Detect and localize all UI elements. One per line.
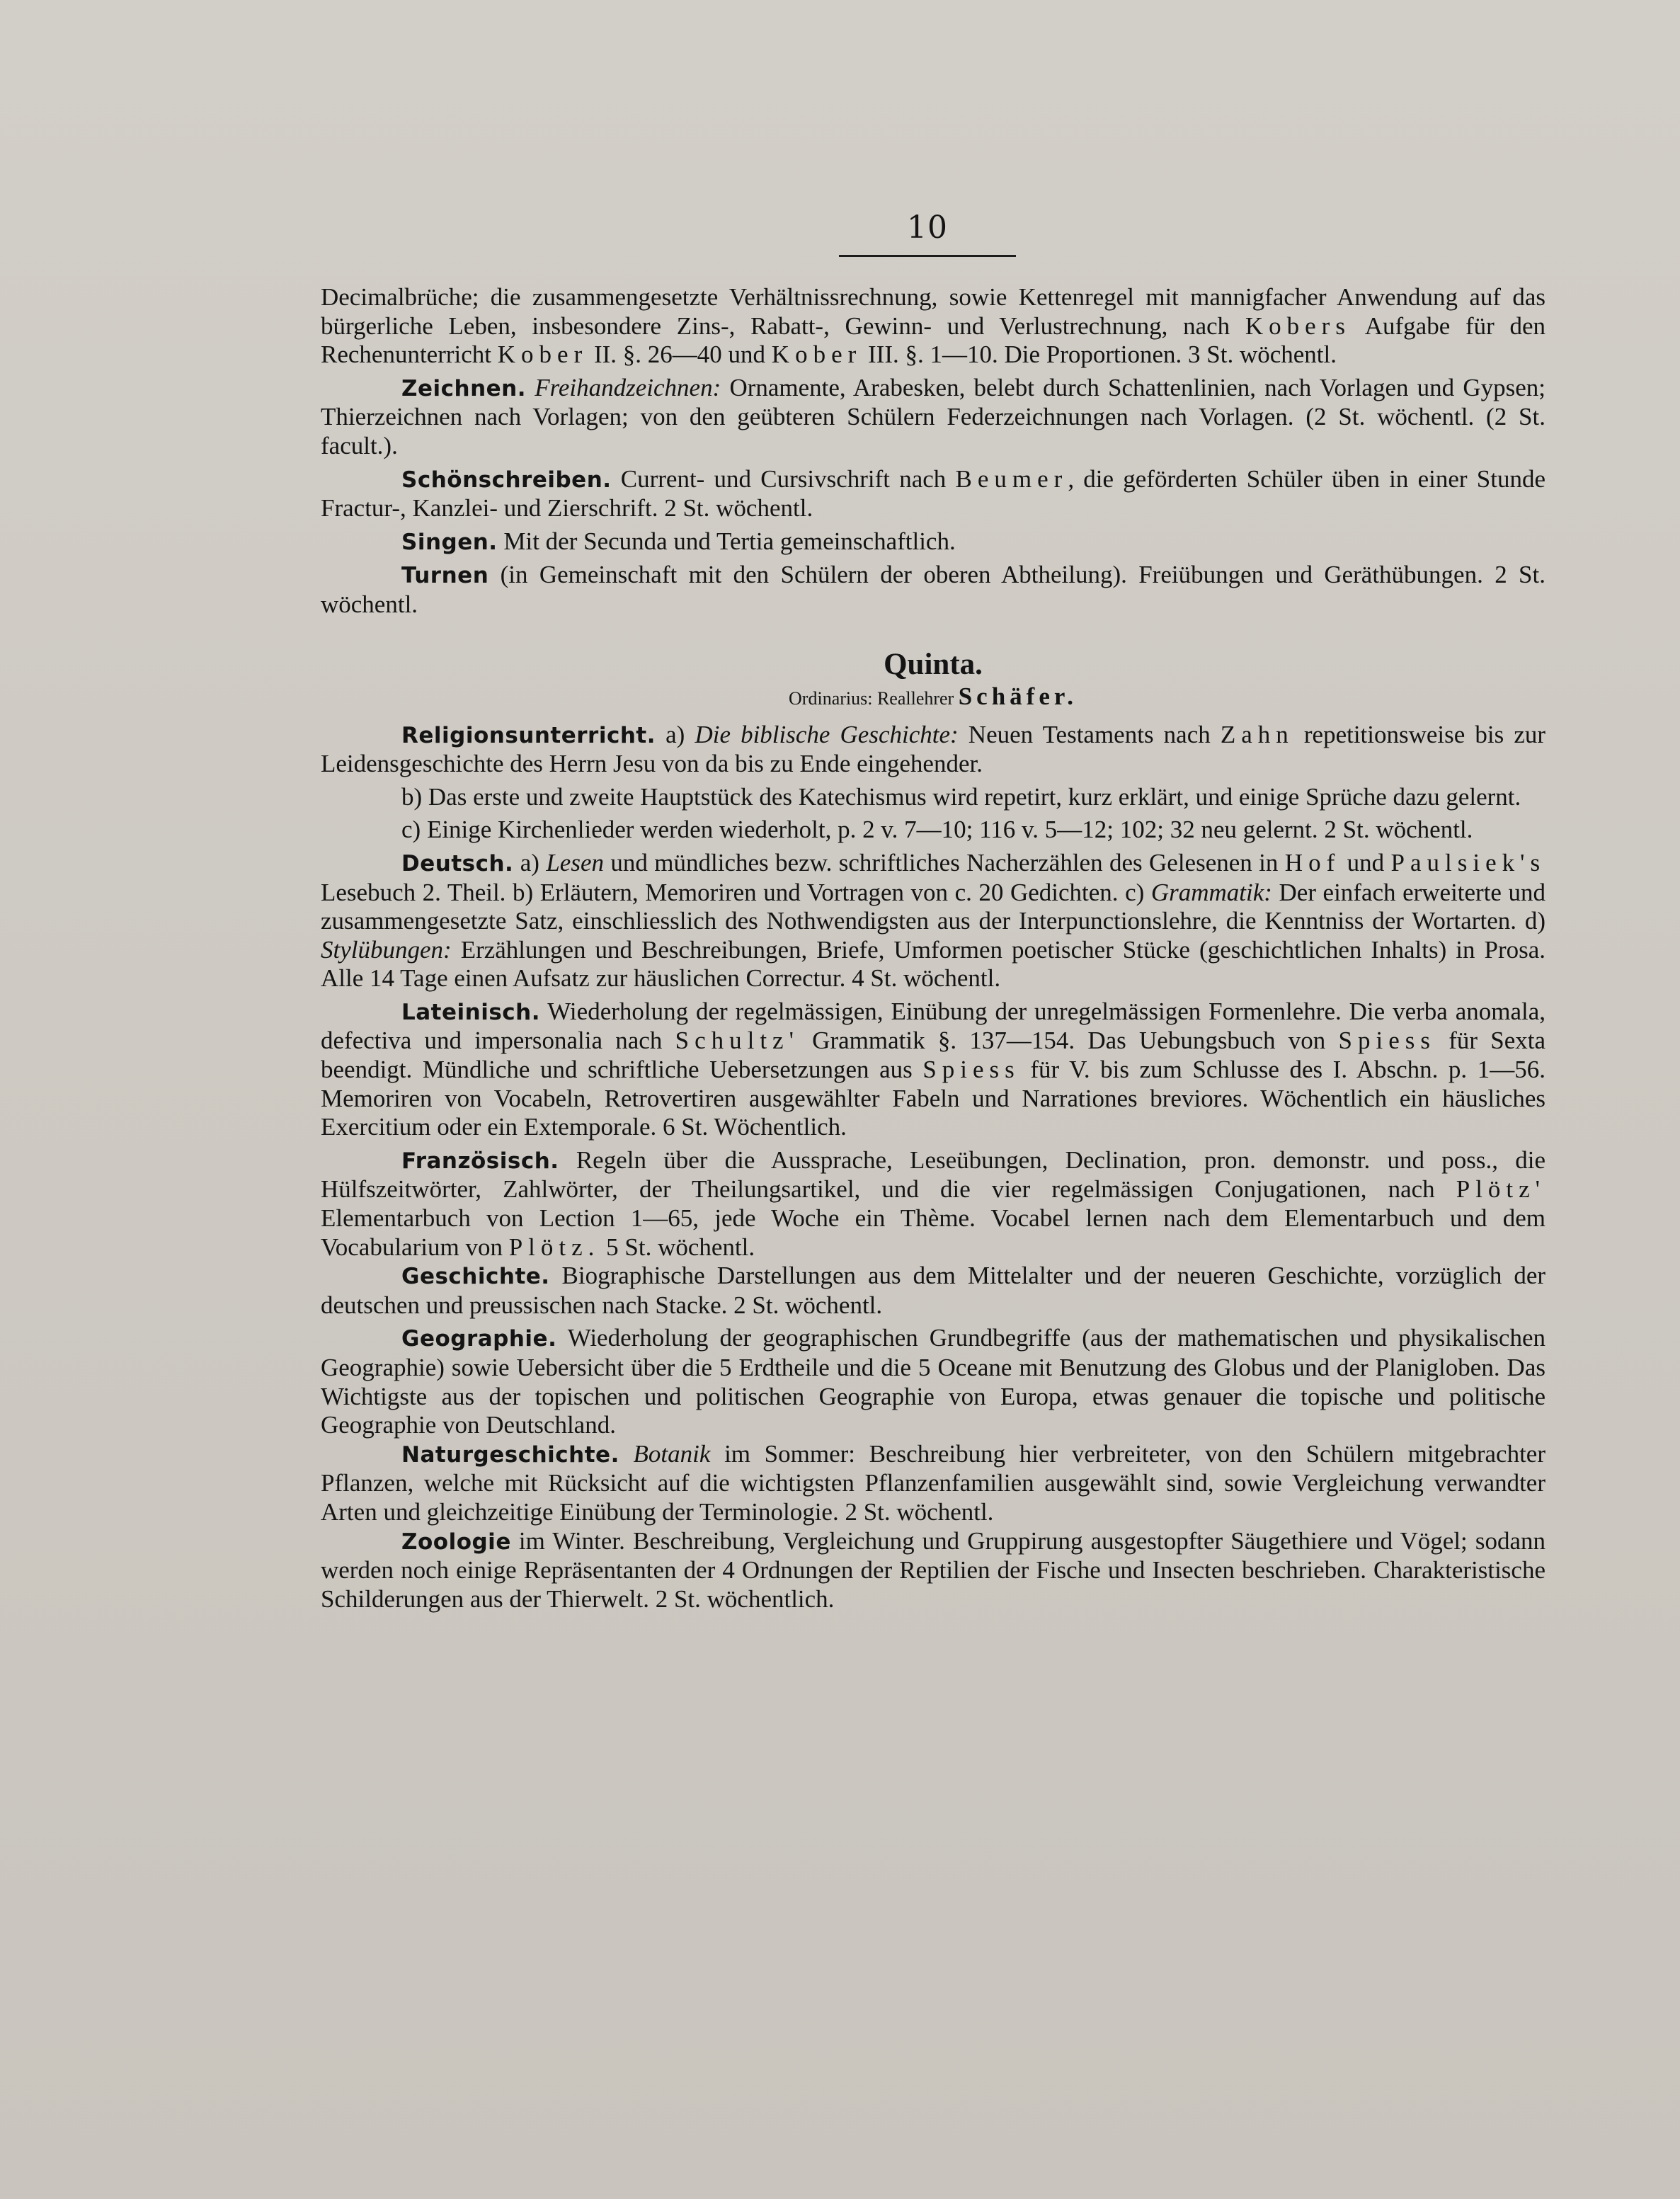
- text-run: III. §. 1—10. Die Proportionen. 3 St. wöchentl.: [868, 341, 1337, 369]
- paragraph-geographie: [321, 1324, 1545, 1439]
- author-name: Kobers: [1245, 312, 1351, 340]
- subject-heading: Geschichte.: [401, 1264, 550, 1290]
- text-run: , die geförderten Schüler üben in einer Stunde Fractur-, Kanzlei- und Zierschrift. 2 St. wöchentl.: [321, 464, 1545, 522]
- subject-heading: Naturgeschichte.: [401, 1441, 619, 1468]
- paragraph-zoologie: [321, 1527, 1545, 1614]
- author-name: Kober: [497, 341, 588, 369]
- ordinarius-line: [321, 682, 1545, 711]
- text-run: a): [520, 848, 539, 876]
- author-name: Beumer: [955, 464, 1068, 493]
- ordinarius-name: Schäfer.: [958, 682, 1078, 710]
- text-run: Regeln über die Aussprache, Leseübungen, Declination, pron. demonstr. und poss., die Hülfszeitwörter, Zahlwörter, der Theilungsartikel, und die vier regelmässigen Conjugationen, nach: [321, 1146, 1546, 1204]
- body-text: [321, 283, 1545, 1613]
- subject-topic: Botanik: [633, 1439, 711, 1468]
- paragraph-naturgeschichte: [321, 1440, 1545, 1527]
- subject-heading: Deutsch.: [401, 850, 514, 876]
- text-run: Erzählungen und Beschreibungen, Briefe, Umformen poetischer Stücke (geschichtlichen Inhalts) in Prosa. Alle 14 Tage einen Aufsatz zur häuslichen Correctur. 4 St. wöchentl.: [321, 935, 1546, 993]
- text-run: Lesebuch 2. Theil. b) Erläutern, Memoriren und Vortragen von c. 20 Gedichten. c): [321, 878, 1145, 906]
- paragraph-religion-a: [321, 721, 1545, 779]
- author-name: Kober: [771, 341, 862, 369]
- text-run: Decimalbrüche; die zusammengesetzte Verhältnissrechnung, sowie Kettenregel mit mannigfacher Anwendung auf das bürgerliche Leben, insbesondere Zins-, Rabatt-, Gewinn- und Verlustrechnung, nach: [321, 283, 1545, 340]
- paragraph-turnen: [321, 561, 1545, 619]
- subject-heading: Zoologie: [401, 1529, 511, 1555]
- text-run: im Winter. Beschreibung, Vergleichung und Gruppirung ausgestopfter Säugethiere und Vögel; sodann werden noch einige Repräsentanten der 4 Ordnungen der Reptilien der Fische und Insecten beschrieben. Charakteristische Schilderungen aus der Thierwelt. 2 St. wöchentlich.: [321, 1526, 1545, 1613]
- paragraph-geschichte: [321, 1262, 1545, 1320]
- subject-heading: Zeichnen.: [401, 375, 527, 401]
- subject-heading: Französisch.: [401, 1148, 559, 1174]
- text-run: Mit der Secunda und Tertia gemeinschaftlich.: [503, 527, 956, 555]
- paragraph-lateinisch: [321, 998, 1545, 1142]
- paragraph-zeichnen: [321, 374, 1545, 461]
- text-run: Grammatik §. 137—154. Das Uebungsbuch von: [812, 1027, 1326, 1055]
- text-run: 5 St. wöchentl.: [606, 1233, 755, 1261]
- header-rule: [839, 255, 1016, 257]
- paragraph-decimalbrueche: [321, 283, 1545, 370]
- text-run: Der einfach erweiterte und zusammengesetzte Satz, einschliesslich des Nothwendigsten aus der Interpunctionslehre, die Kenntniss der Wortarten. d): [321, 878, 1546, 935]
- text-run: Neuen Testaments nach: [968, 720, 1211, 748]
- text-run: Current- und Cursivschrift nach: [620, 464, 947, 493]
- text-run: für V. bis zum Schlusse des I. Abschn. p. 1—56. Memoriren von Vocabeln, Retrovertiren ausgewählter Fabeln und Narrationes breviores. Wöchentlich ein häusliches Exercitium oder ein Extemporale. 6 St. Wöchentlich.: [321, 1056, 1545, 1141]
- subject-topic: Stylübungen:: [321, 935, 452, 964]
- author-name: Plötz': [1456, 1175, 1545, 1204]
- text-run: Ornamente, Arabesken, belebt durch Schattenlinien, nach Vorlagen und Gypsen; Thierzeichnen nach Vorlagen; von den geübteren Schülern Federzeichnungen nach Vorlagen. (2 St. wöchentl. (2 St. facult.).: [321, 373, 1545, 459]
- paragraph-schoenschreiben: [321, 465, 1545, 523]
- subject-heading: Geographie.: [401, 1326, 557, 1352]
- subject-heading: Turnen: [401, 563, 489, 589]
- subject-topic: Die biblische Geschichte:: [695, 720, 959, 748]
- subject-heading: Religionsunterricht.: [401, 722, 656, 748]
- paragraph-singen: [321, 527, 1545, 557]
- text-run: Wiederholung der geographischen Grundbegriffe (aus der mathematischen und physikalischen Geographie) sowie Uebersicht über die 5 Erdtheile und die 5 Oceane mit Benutzung des Globus und der Planigloben. Das Wichtigste aus der topischen und politischen Geographie von Europa, etwas genauer die topische und politische Geographie von Deutschland.: [321, 1324, 1545, 1439]
- paragraph-deutsch: [321, 849, 1545, 993]
- subject-topic: Lesen: [546, 848, 604, 876]
- subject-heading: Lateinisch.: [401, 999, 541, 1025]
- text-run: im Sommer: Beschreibung hier verbreiteter, von den Schülern mitgebrachter Pflanzen, welche mit Rücksicht auf die wichtigsten Pflanzenfamilien ausgewählt sind, sowie Vergleichung verwandter Arten und gleichzeitige Einübung der Terminologie. 2 St. wöchentl.: [321, 1439, 1545, 1526]
- subject-topic: Grammatik:: [1150, 878, 1272, 906]
- text-run: Aufgabe für den Rechenunterricht: [321, 312, 1545, 369]
- author-name: Hof: [1284, 848, 1341, 876]
- section-title-quinta: Quinta.: [884, 647, 983, 681]
- ordinarius-label: Ordinarius: Reallehrer: [789, 687, 954, 709]
- text-run: repetitionsweise bis zur Leidensgeschichte des Herrn Jesu von da bis zu Ende eingehender.: [321, 720, 1546, 778]
- subject-heading: Schönschreiben.: [401, 467, 612, 493]
- page-number: 10: [907, 210, 948, 246]
- text-run: II. §. 26—40 und: [593, 341, 766, 369]
- text-run: und: [1347, 848, 1385, 876]
- author-name: Zahn: [1220, 720, 1294, 748]
- paragraph-franzoesisch: [321, 1146, 1545, 1262]
- text-run: Biographische Darstellungen aus dem Mittelalter und der neueren Geschichte, vorzüglich der deutschen und preussischen nach Stacke. 2 St. wöchentl.: [321, 1262, 1546, 1319]
- author-name: Paulsiek's: [1390, 848, 1546, 876]
- author-name: Schultz': [675, 1027, 799, 1055]
- text-run: und mündliches bezw. schriftliches Nacherzählen des Gelesenen in: [610, 848, 1279, 876]
- author-name: Spiess: [1338, 1027, 1436, 1055]
- author-name: Plötz.: [508, 1233, 600, 1261]
- text-run: für Sexta beendigt. Mündliche und schriftliche Uebersetzungen aus: [321, 1027, 1546, 1084]
- author-name: Spiess: [922, 1056, 1020, 1084]
- subject-topic: Freihandzeichnen:: [535, 373, 721, 401]
- text-run: (in Gemeinschaft mit den Schülern der oberen Abtheilung). Freiübungen und Geräthübungen. 2 St. wöchentl.: [321, 561, 1545, 618]
- subject-heading: Singen.: [401, 529, 498, 555]
- page-header: [839, 211, 1016, 257]
- text-run: Elementarbuch von Lection 1—65, jede Woche ein Thème. Vocabel lernen nach dem Elementarbuch und dem Vocabularium von: [321, 1204, 1545, 1261]
- paragraph-religion-b: b) Das erste und zweite Hauptstück des Katechismus wird repetirt, kurz erklärt, und einige Sprüche dazu gelernt.: [401, 782, 1521, 811]
- paragraph-religion-c: c) Einige Kirchenlieder werden wiederholt, p. 2 v. 7—10; 116 v. 5—12; 102; 32 neu gelernt. 2 St. wöchentl.: [401, 816, 1473, 844]
- text-run: a): [665, 720, 685, 748]
- text-run: Wiederholung der regelmässigen, Einübung der unregelmässigen Formenlehre. Die verba anomala, defectiva und impersonalia nach: [321, 997, 1545, 1055]
